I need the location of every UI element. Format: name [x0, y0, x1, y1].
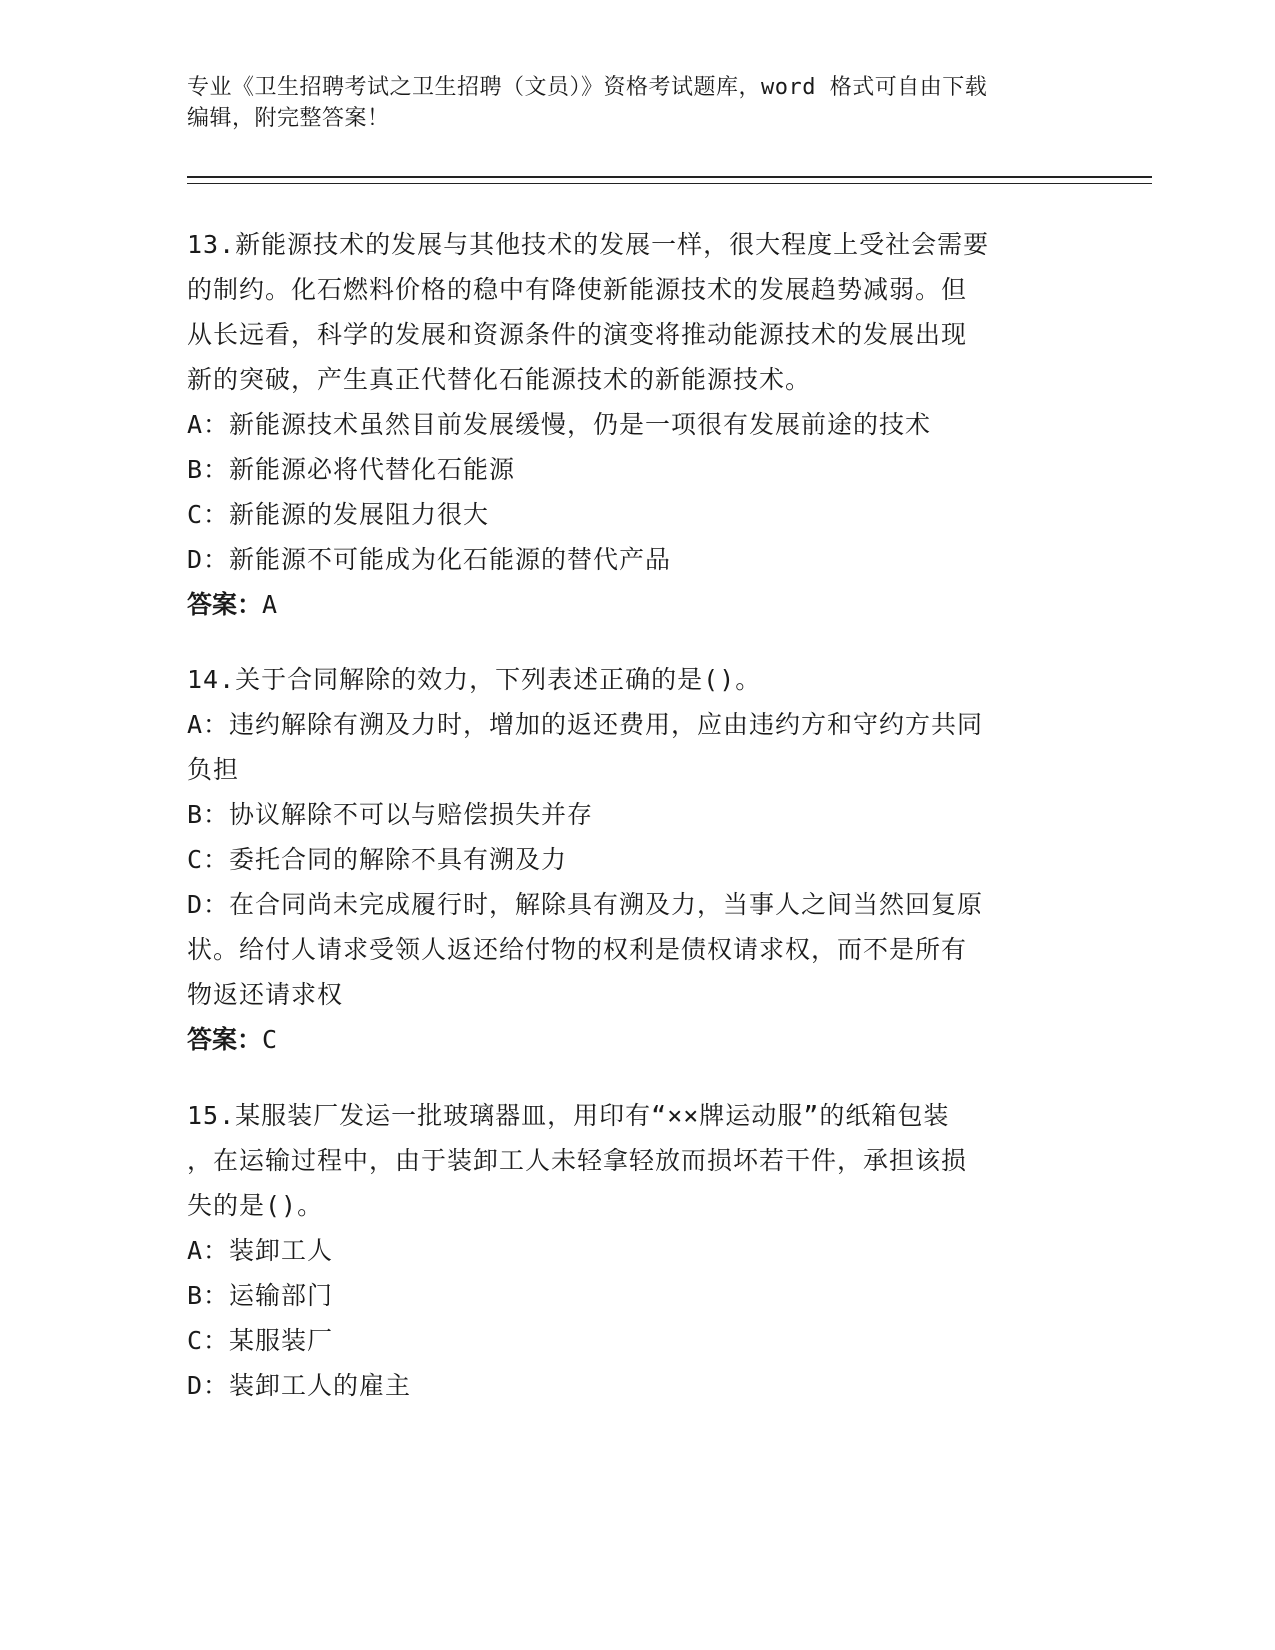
answer-label: 答案： [187, 590, 263, 619]
option-line: D：新能源不可能成为化石能源的替代产品 [187, 545, 672, 574]
answer-value: C [262, 1025, 278, 1054]
question-stem-line: 13.新能源技术的发展与其他技术的发展一样，很大程度上受社会需要 [187, 230, 990, 259]
answer-label: 答案： [187, 1025, 263, 1054]
question-stem-line: ，在运输过程中，由于装卸工人未轻拿轻放而损坏若干件，承担该损 [187, 1146, 968, 1175]
question-stem-line: 15.某服装厂发运一批玻璃器皿，用印有“××牌运动服”的纸箱包装 [187, 1101, 950, 1130]
option-line: C：委托合同的解除不具有溯及力 [187, 845, 568, 874]
option-line: A：装卸工人 [187, 1236, 334, 1265]
option-line: B：新能源必将代替化石能源 [187, 455, 516, 484]
header-line-2: 编辑，附完整答案！ [187, 106, 390, 131]
answer-value: A [262, 590, 278, 619]
option-line: C：某服装厂 [187, 1326, 334, 1355]
option-line: C：新能源的发展阻力很大 [187, 500, 490, 529]
question-14 [187, 657, 1087, 1062]
question-13 [187, 222, 1087, 627]
option-line: B：运输部门 [187, 1281, 334, 1310]
question-15 [187, 1093, 1087, 1408]
answer-line [187, 1017, 1087, 1062]
document-header [187, 72, 1087, 134]
question-stem-line: 失的是()。 [187, 1191, 324, 1220]
option-line: 状。给付人请求受领人返还给付物的权利是债权请求权，而不是所有 [187, 935, 968, 964]
answer-line [187, 582, 1087, 627]
option-line: 负担 [187, 755, 240, 784]
header-divider [187, 176, 1152, 184]
option-line: 物返还请求权 [187, 980, 344, 1009]
question-stem-line: 新的突破，产生真正代替化石能源技术的新能源技术。 [187, 365, 812, 394]
header-line-1: 专业《卫生招聘考试之卫生招聘（文员）》资格考试题库，word 格式可自由下载 [187, 75, 988, 100]
option-line: D：在合同尚未完成履行时，解除具有溯及力，当事人之间当然回复原 [187, 890, 984, 919]
option-line: B：协议解除不可以与赔偿损失并存 [187, 800, 594, 829]
option-line: A：新能源技术虽然目前发展缓慢，仍是一项很有发展前途的技术 [187, 410, 932, 439]
option-line: D：装卸工人的雇主 [187, 1371, 412, 1400]
question-stem-line: 的制约。化石燃料价格的稳中有降使新能源技术的发展趋势减弱。但 [187, 275, 968, 304]
option-line: A：违约解除有溯及力时，增加的返还费用，应由违约方和守约方共同 [187, 710, 984, 739]
question-stem-line: 14.关于合同解除的效力，下列表述正确的是()。 [187, 665, 762, 694]
question-stem-line: 从长远看，科学的发展和资源条件的演变将推动能源技术的发展出现 [187, 320, 968, 349]
